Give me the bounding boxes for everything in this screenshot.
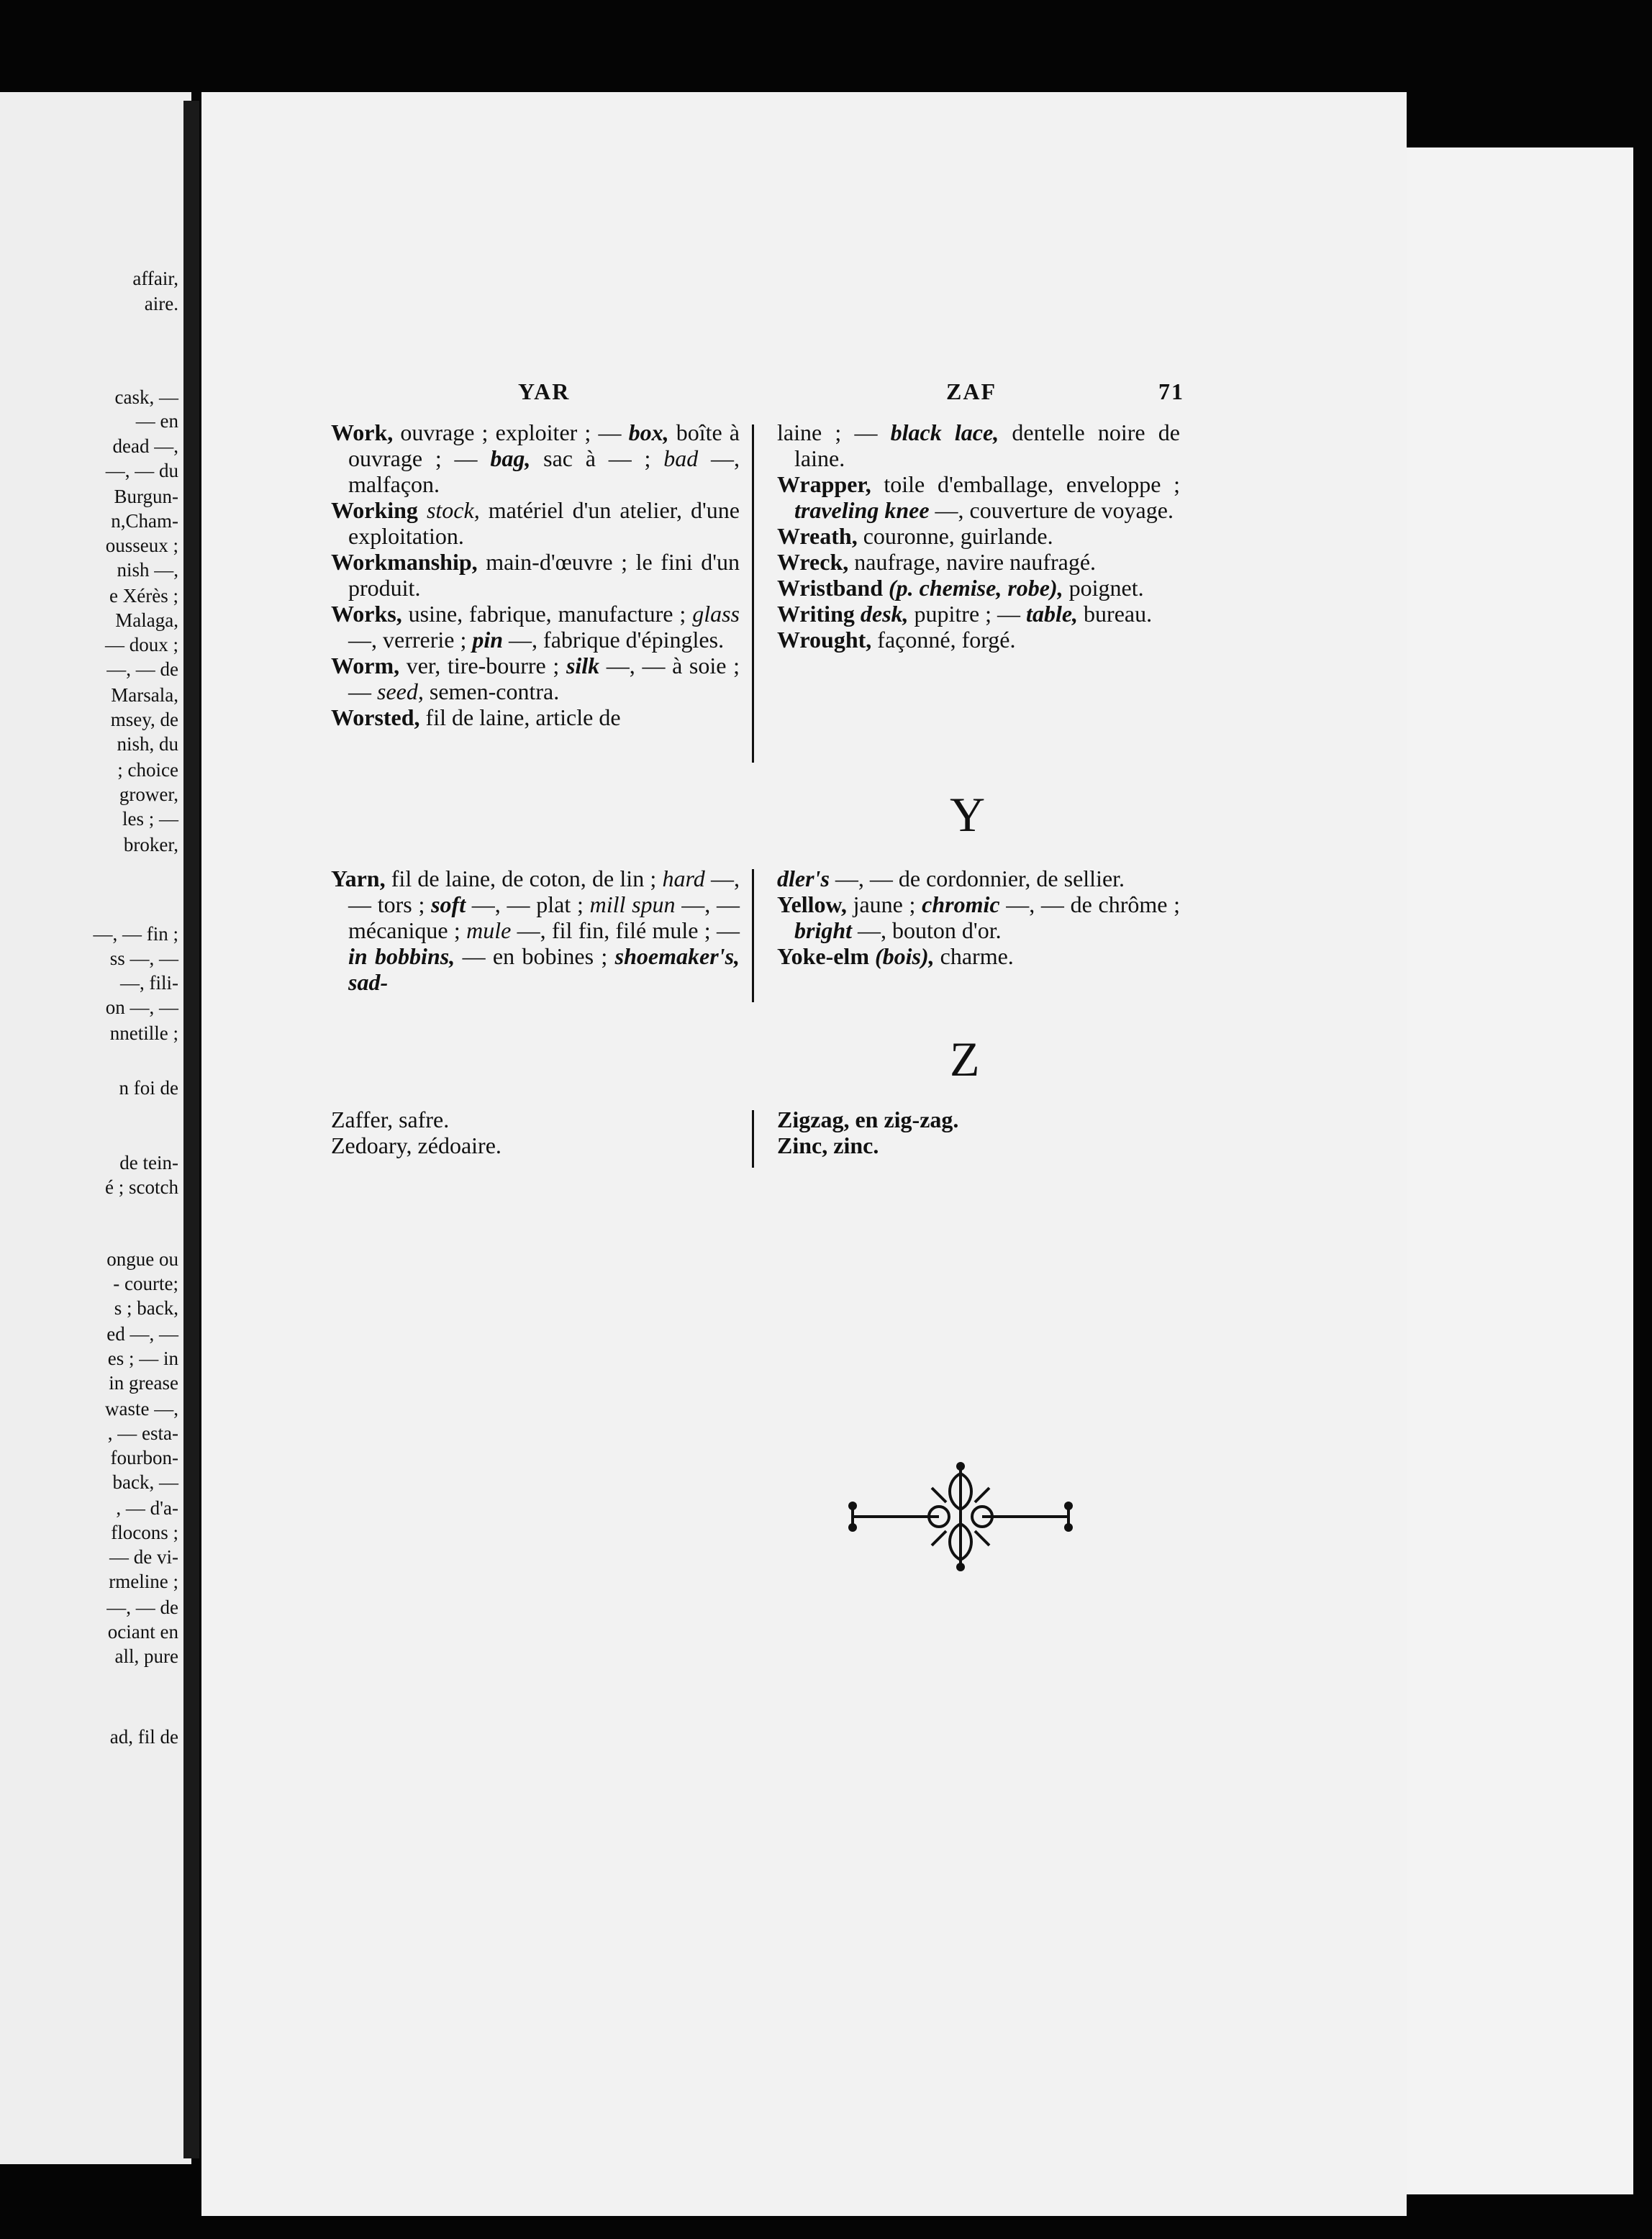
entry-wrought: Wrought, façonné, forgé.	[777, 627, 1016, 653]
left-page-line: flocons ;	[111, 1522, 178, 1543]
left-page-line: Burgun-	[114, 486, 178, 507]
left-page-line: grower,	[119, 784, 178, 805]
left-page-line: msey, de	[110, 709, 178, 730]
left-page-line: aire.	[144, 293, 178, 314]
entry-yoke-elm: Yoke-elm (bois), charme.	[777, 943, 1014, 969]
entry-zedoary: Zedoary, zédoaire.	[331, 1132, 502, 1158]
dictionary-page	[201, 92, 1407, 2216]
left-page-line: —, — de	[106, 1597, 178, 1618]
entry-yellow: Yellow, jaune ; chromic —, — de chrôme ; bright —, bouton d'or.	[777, 891, 1181, 943]
left-page-line: de tein-	[119, 1152, 178, 1173]
left-page-line: nnetille ;	[109, 1022, 178, 1044]
ornament-tailpiece	[845, 1459, 1076, 1581]
left-page-line: cask, —	[114, 386, 178, 408]
y-right-column	[777, 866, 1180, 969]
entry-zigzag: Zigzag, en zig-zag.	[777, 1107, 959, 1132]
left-page-line: les ; —	[122, 808, 178, 830]
column-rule-z	[752, 1110, 754, 1168]
left-page-line: all, pure	[114, 1645, 178, 1667]
entry-zinc: Zinc, zinc.	[777, 1132, 879, 1158]
z-left-column	[331, 1107, 740, 1158]
left-page-line: — en	[135, 410, 178, 432]
left-page-line: dead —,	[112, 435, 178, 457]
left-page-line: s ; back,	[114, 1297, 178, 1319]
entry-working: Working stock, matériel d'un atelier, d'une exploitation.	[331, 497, 740, 549]
left-page-line: rmeline ;	[109, 1571, 178, 1592]
left-page-line: — doux ;	[104, 634, 178, 655]
left-page-line: back, —	[112, 1471, 178, 1493]
left-page-line: ociant en	[107, 1621, 178, 1643]
section-letter-y: Y	[950, 787, 986, 842]
left-page-line: —, — fin ;	[93, 923, 178, 945]
left-page-line: ed —, —	[106, 1323, 178, 1345]
w-right-column	[777, 419, 1180, 653]
left-page-line: , — esta-	[107, 1422, 178, 1444]
entry-work: Work, ouvrage ; exploiter ; — box, boîte à ouvrage ; — bag, sac à — ; bad —, malfaçon.	[331, 419, 740, 497]
left-page-line: es ; — in	[107, 1348, 178, 1369]
left-page-line: e Xérès ;	[109, 585, 178, 607]
left-page-line: nish —,	[117, 559, 178, 581]
entry-workmanship: Workmanship, main-d'œuvre ; le fini d'un produit.	[331, 549, 740, 601]
left-page-line: affair,	[132, 268, 178, 289]
w-left-column	[331, 419, 740, 730]
entry-writing: Writing desk, pupitre ; — table, bureau.	[777, 601, 1153, 627]
z-right-column	[777, 1107, 1180, 1158]
running-head-right: ZAF	[946, 378, 997, 404]
left-page-line: Marsala,	[111, 684, 178, 706]
left-page-line: ss —, —	[109, 948, 178, 969]
page-number: 71	[1158, 378, 1184, 404]
left-page-line: —, — de	[106, 658, 178, 680]
left-page-line: ongue ou	[106, 1248, 178, 1270]
left-page-line: Malaga,	[115, 609, 178, 631]
entry-yarn-cont: dler's —, — de cordonnier, de sellier.	[777, 866, 1125, 891]
left-page-line: ad, fil de	[109, 1726, 178, 1748]
left-page-line: —, — du	[105, 460, 178, 481]
section-letter-z: Z	[950, 1032, 980, 1086]
entry-wreath: Wreath, couronne, guirlande.	[777, 523, 1053, 549]
entry-works: Works, usine, fabrique, manufacture ; glass —, verrerie ; pin —, fabrique d'épingles.	[331, 601, 740, 653]
left-page-line: é ; scotch	[105, 1176, 178, 1198]
entry-worsted-cont: laine ; — black lace, dentelle noire de laine.	[777, 419, 1181, 471]
entry-wristband: Wristband (p. chemise, robe), poignet.	[777, 575, 1144, 601]
entry-wreck: Wreck, naufrage, navire naufragé.	[777, 549, 1097, 575]
y-left-column	[331, 866, 740, 995]
running-head-left: YAR	[518, 378, 571, 404]
left-page-line: broker,	[123, 834, 178, 855]
entry-wrapper: Wrapper, toile d'emballage, enveloppe ; traveling knee —, couverture de voyage.	[777, 471, 1180, 523]
entry-worsted: Worsted, fil de laine, article de	[331, 704, 621, 730]
back-sheet	[1403, 147, 1633, 2194]
column-rule-y	[752, 869, 754, 1002]
left-page-line: , — d'a-	[116, 1497, 178, 1519]
left-page-line: ousseux ;	[105, 535, 178, 556]
left-page-line: n,Cham-	[111, 510, 178, 532]
left-page-line: nish, du	[117, 733, 178, 755]
book-gutter	[183, 101, 199, 2158]
left-page-line: n foi de	[119, 1077, 178, 1099]
left-page-line: in grease	[109, 1372, 178, 1394]
column-rule-w	[752, 424, 754, 763]
entry-worm: Worm, ver, tire-bourre ; silk —, — à soie ; — seed, semen-contra.	[331, 653, 740, 704]
left-page-fragment	[0, 92, 191, 2164]
left-page-line: fourbon-	[110, 1447, 178, 1468]
left-page-line: — de vi-	[109, 1546, 178, 1568]
left-page-line: - courte;	[113, 1273, 178, 1294]
left-page-line: waste —,	[105, 1398, 178, 1420]
left-page-line: on —, —	[105, 996, 178, 1018]
left-page-line: —, fili-	[120, 972, 178, 994]
entry-zaffer: Zaffer, safre.	[331, 1107, 450, 1132]
entry-yarn: Yarn, fil de laine, de coton, de lin ; hard —, — tors ; soft —, — plat ; mill spun —, — mécanique ; mule —, fil fin, filé mule ; — in bobbins, — en bobines ; shoemaker's, sad-	[331, 866, 740, 995]
left-page-line: ; choice	[117, 759, 178, 781]
